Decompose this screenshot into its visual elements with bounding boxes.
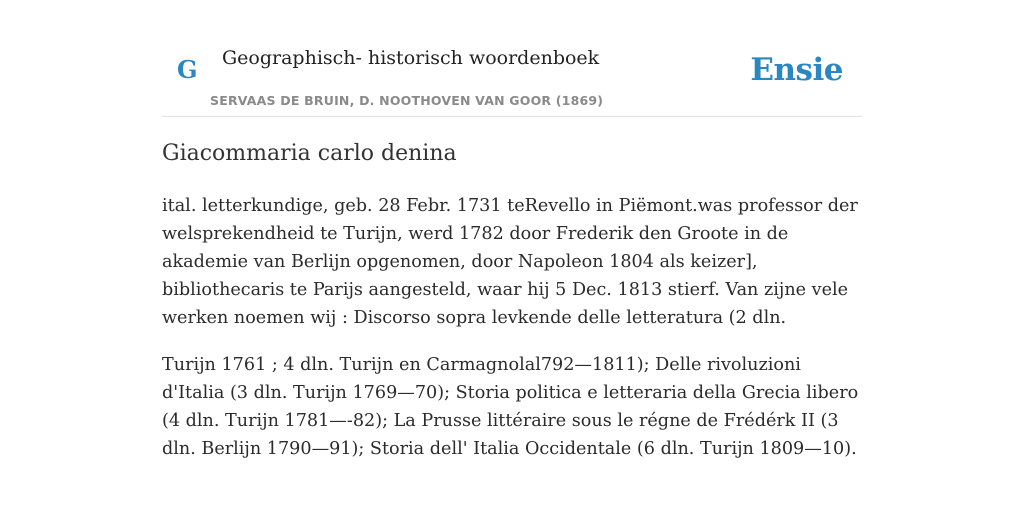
ensie-logo-link[interactable]: Ensie [750, 52, 843, 88]
dictionary-authors: SERVAAS DE BRUIN, D. NOOTHOVEN VAN GOOR (1869) [210, 93, 604, 108]
entry-body [162, 192, 862, 482]
entry-paragraph: ital. letterkundige, geb. 28 Febr. 1731 teRevello in Piëmont.was professor der welsprekendheid te Turijn, werd 1782 door Frederik den Groote in de akademie van Berlijn opgenomen, door Napoleon 1804 als keizer], bibliothecaris te Parijs aangesteld, waar hij 5 Dec. 1813 stierf. Van zijne vele werken noemen wij : Discorso sopra levkende delle letteratura (2 dln. [162, 196, 858, 328]
letter-index-link[interactable]: G [177, 55, 198, 84]
dictionary-title-link[interactable]: Geographisch- historisch woordenboek [222, 47, 600, 69]
entry-title: Giacommaria carlo denina [162, 141, 457, 166]
entry-paragraph: Turijn 1761 ; 4 dln. Turijn en Carmagnolal792—1811); Delle rivoluzioni d'Italia (3 dln. Turijn 1769—70); Storia politica e letteraria della Grecia libero (4 dln. Turijn 1781—-82); La Prusse littéraire sous le régne de Frédérk II (3 dln. Berlijn 1790—91); Storia dell' Italia Occidentale (6 dln. Turijn 1809—10). [162, 355, 859, 459]
dictionary-header [162, 0, 862, 117]
